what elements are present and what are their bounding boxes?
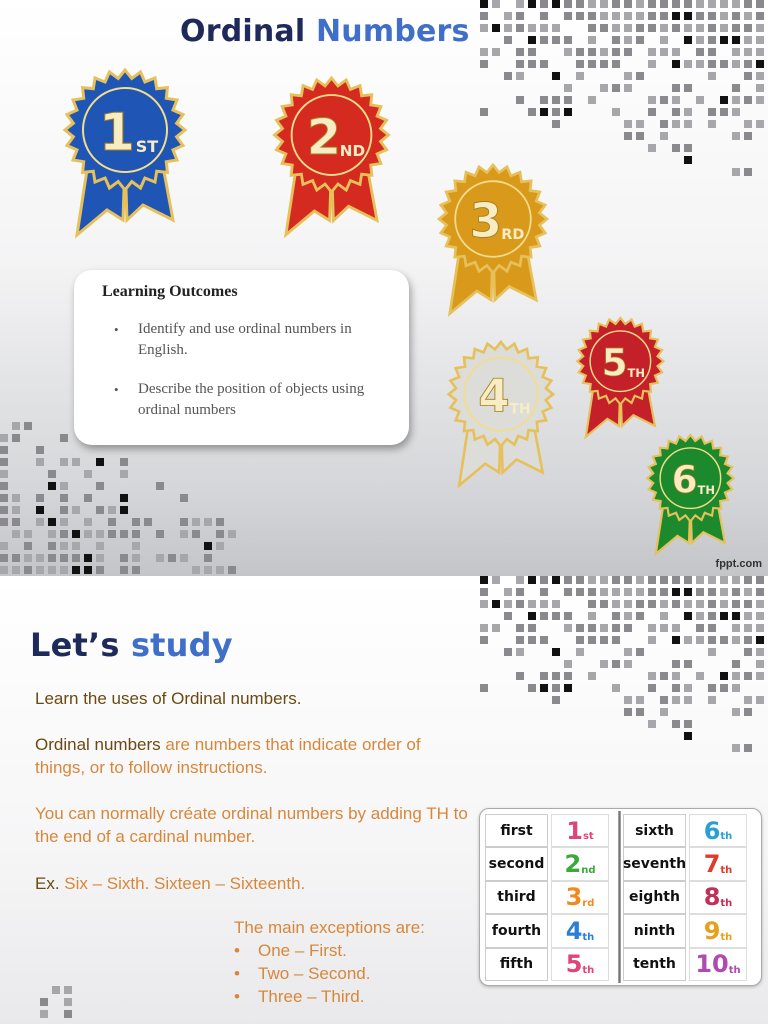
ribbon-suffix: TH: [509, 401, 531, 418]
example-label: Ex.: [35, 874, 60, 893]
ordinal-row: [485, 847, 618, 880]
exceptions-list: [234, 939, 425, 1008]
rule-text: You can normally créate ordinal numbers by adding TH to the end of a cardinal number.: [35, 804, 468, 846]
title-word-2: Numbers: [316, 14, 470, 49]
ordinal-number-icon: [551, 814, 609, 847]
ribbon-first-place-icon: [55, 70, 195, 240]
ordinal-word: first: [485, 814, 548, 847]
ordinal-row: [623, 914, 756, 947]
title-word-1: Ordinal: [180, 14, 306, 49]
ordinal-number: 7: [703, 850, 721, 879]
ordinal-word: ninth: [623, 914, 686, 947]
ordinal-suffix: st: [582, 831, 594, 843]
ordinal-suffix: th: [720, 898, 733, 910]
ribbon-suffix: ST: [135, 137, 159, 156]
ordinal-word: seventh: [623, 847, 686, 880]
ribbon-second-place-icon: [265, 78, 398, 240]
ordinal-row: [623, 948, 756, 981]
exceptions-block: [234, 916, 425, 1008]
brand-label: fppt.com: [715, 558, 762, 570]
ordinal-words-chart: [479, 808, 762, 986]
ordinal-suffix: th: [728, 964, 741, 976]
ordinal-word: tenth: [623, 948, 686, 981]
column-divider: [618, 811, 621, 983]
learning-outcomes-heading: Learning Outcomes: [102, 283, 238, 300]
ordinal-word: fifth: [485, 948, 548, 981]
ordinal-number: 6: [703, 816, 721, 845]
ordinal-word: third: [485, 881, 548, 914]
ordinal-row: [485, 948, 618, 981]
ordinal-row: [485, 914, 618, 947]
definition-text: [35, 733, 475, 779]
ordinal-row: [623, 881, 756, 914]
ordinal-suffix: th: [582, 964, 595, 976]
ribbon-number: 6: [671, 457, 698, 502]
ribbon-fifth-place-icon: [570, 318, 671, 440]
ordinal-number: 1: [566, 816, 583, 845]
learning-outcomes-card: [74, 270, 409, 445]
ordinal-column-left: [485, 814, 618, 981]
ordinal-row: [485, 814, 618, 847]
ribbon-number: 3: [469, 195, 503, 249]
definition-term: Ordinal numbers: [35, 735, 161, 754]
ordinal-number-icon: [689, 914, 747, 947]
definition-body: are numbers that indicate order of things, or to follow instructions.: [35, 735, 421, 777]
ordinal-column-right: [623, 814, 756, 981]
ordinal-number: 4: [565, 916, 583, 945]
ribbon-sixth-place-icon: [640, 435, 741, 557]
ordinal-word: fourth: [485, 914, 548, 947]
ordinal-word: sixth: [623, 814, 686, 847]
example-text: [35, 872, 455, 895]
outcome-item: • Describe the position of objects using ordinal numbers: [114, 379, 389, 421]
ordinal-number-icon: [551, 847, 609, 880]
ordinal-suffix: nd: [581, 864, 596, 876]
ordinal-number: 5: [565, 950, 583, 979]
example-body: Six – Sixth. Sixteen – Sixteenth.: [59, 874, 306, 893]
slide-lets-study: [0, 576, 768, 1024]
ordinal-number-icon: [689, 881, 747, 914]
pixel-pattern-top-right: [480, 576, 768, 776]
ordinal-suffix: th: [582, 931, 595, 943]
ordinal-number-icon: [551, 914, 609, 947]
ordinal-number: 10: [695, 950, 729, 979]
ordinal-row: [623, 847, 756, 880]
ordinal-word: second: [485, 847, 548, 880]
ordinal-number-icon: [689, 847, 747, 880]
exception-item: • One – First.: [234, 939, 425, 962]
slide-title: [180, 14, 470, 49]
ordinal-suffix: th: [720, 931, 733, 943]
outcome-item: • Identify and use ordinal numbers in English.: [114, 319, 389, 361]
exception-item: • Two – Second.: [234, 962, 425, 985]
ordinal-number: 8: [703, 883, 721, 912]
ribbon-number: 1: [98, 103, 136, 163]
intro-line: Learn the uses of Ordinal numbers.: [35, 689, 302, 708]
ribbon-fourth-place-icon: [440, 342, 562, 490]
ordinal-number-icon: [689, 948, 747, 981]
ordinal-word: eighth: [623, 881, 686, 914]
ordinal-number: 2: [564, 850, 582, 879]
ordinal-suffix: th: [720, 831, 733, 843]
ribbon-number: 4: [478, 369, 510, 423]
ordinal-number: 9: [703, 916, 721, 945]
ribbon-number: 5: [601, 340, 628, 385]
ordinal-row: [623, 814, 756, 847]
ordinal-number-icon: [551, 948, 609, 981]
title-word-2: study: [130, 626, 233, 664]
ordinal-number: 3: [565, 883, 583, 912]
ribbon-suffix: RD: [501, 226, 525, 243]
exceptions-heading: The main exceptions are:: [234, 918, 425, 937]
ordinal-suffix: rd: [582, 898, 595, 910]
pixel-pattern-bottom-left: [40, 986, 80, 1024]
ordinal-row: [485, 881, 618, 914]
ribbon-suffix: ND: [339, 141, 366, 160]
ordinal-suffix: th: [720, 864, 733, 876]
exception-item: • Three – Third.: [234, 985, 425, 1008]
ribbon-suffix: TH: [627, 366, 645, 381]
learning-outcomes-list: [102, 319, 389, 421]
ordinal-number-icon: [551, 881, 609, 914]
ribbon-number: 2: [306, 108, 342, 166]
title-word-1: Let’s: [30, 626, 120, 664]
ribbon-suffix: TH: [697, 483, 715, 498]
slide-title: [30, 626, 233, 664]
ribbon-third-place-icon: [430, 165, 556, 318]
ordinal-number-icon: [689, 814, 747, 847]
